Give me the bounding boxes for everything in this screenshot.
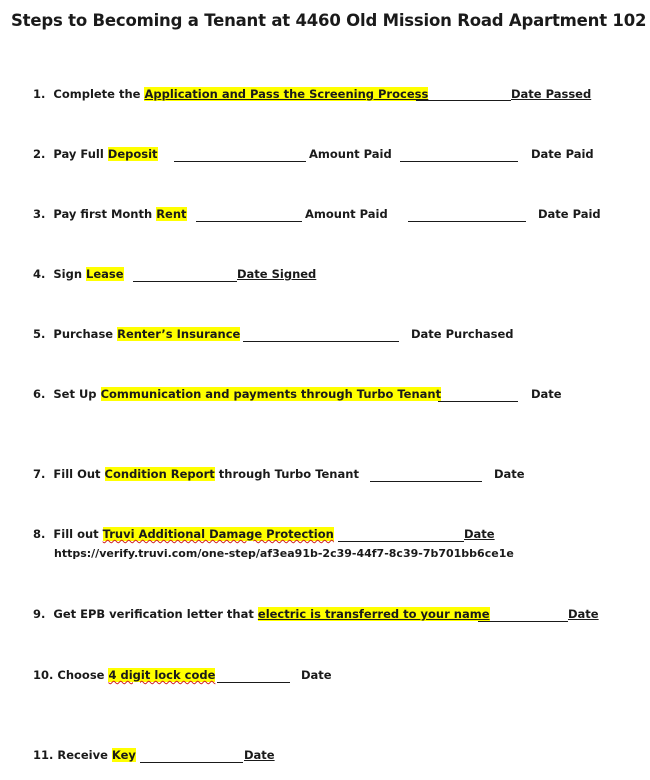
step-2-amount-blank[interactable] — [174, 161, 306, 162]
step-4-field-label: Date Signed — [237, 267, 317, 281]
step-9-field-label: Date — [568, 607, 599, 621]
step-4: 4. Sign Lease — [33, 267, 124, 281]
step-3-amount-blank[interactable] — [196, 221, 302, 222]
step-1-field-label: Date Passed — [511, 87, 592, 101]
step-2-amount-label: Amount Paid — [309, 147, 392, 161]
step-3-date-label: Date Paid — [538, 207, 601, 221]
step-1: 1. Complete the Application and Pass the Screening Process — [33, 87, 429, 101]
step-2-date-blank[interactable] — [400, 161, 518, 162]
step-2: 2. Pay Full Deposit — [33, 147, 158, 161]
step-11-task: Key — [111, 748, 136, 762]
step-9: 9. Get EPB verification letter that electric is transferred to your name — [33, 607, 490, 621]
step-8-blank[interactable] — [338, 541, 464, 542]
step-7: 7. Fill Out Condition Report through Turbo Tenant — [33, 467, 359, 481]
step-7-blank[interactable] — [370, 481, 482, 482]
step-2-date-label: Date Paid — [531, 147, 594, 161]
step-11: 11. Receive Key — [33, 748, 136, 762]
step-9-blank[interactable] — [478, 621, 568, 622]
step-3-task: Rent — [156, 207, 187, 221]
step-5: 5. Purchase Renter’s Insurance — [33, 327, 241, 341]
step-11-blank[interactable] — [140, 762, 243, 763]
step-5-blank[interactable] — [243, 341, 399, 342]
step-5-task: Renter’s Insurance — [117, 327, 241, 341]
step-10-blank[interactable] — [217, 682, 290, 683]
step-10: 10. Choose 4 digit lock code — [33, 668, 216, 682]
step-10-task: 4 digit lock code — [108, 668, 216, 682]
step-4-task: Lease — [86, 267, 124, 281]
step-6-blank[interactable] — [438, 401, 518, 402]
step-1-blank[interactable] — [416, 100, 511, 101]
step-8: 8. Fill out Truvi Additional Damage Protection — [33, 527, 334, 541]
step-5-field-label: Date Purchased — [411, 327, 514, 341]
step-8-field-label: Date — [464, 527, 495, 541]
step-6-field-label: Date — [531, 387, 562, 401]
step-6: 6. Set Up Communication and payments through Turbo Tenant — [33, 387, 442, 401]
step-1-task: Application and Pass the Screening Process — [144, 87, 429, 101]
step-3: 3. Pay first Month Rent — [33, 207, 187, 221]
step-7-task: Condition Report — [104, 467, 215, 481]
step-3-date-blank[interactable] — [408, 221, 526, 222]
step-3-amount-label: Amount Paid — [305, 207, 388, 221]
step-11-field-label: Date — [244, 748, 275, 762]
step-4-blank[interactable] — [133, 281, 237, 282]
step-10-field-label: Date — [301, 668, 332, 682]
step-8-task: Truvi Additional Damage Protection — [102, 527, 334, 541]
step-2-task: Deposit — [107, 147, 158, 161]
step-6-task: Communication and payments through Turbo Tenant — [100, 387, 442, 401]
step-8-url[interactable]: https://verify.truvi.com/one-step/af3ea91b-2c39-44f7-8c39-7b701bb6ce1e — [54, 547, 514, 560]
step-9-task: electric is transferred to your name — [257, 607, 490, 621]
page-title: Steps to Becoming a Tenant at 4460 Old Mission Road Apartment 102 — [11, 11, 647, 30]
step-7-field-label: Date — [494, 467, 525, 481]
